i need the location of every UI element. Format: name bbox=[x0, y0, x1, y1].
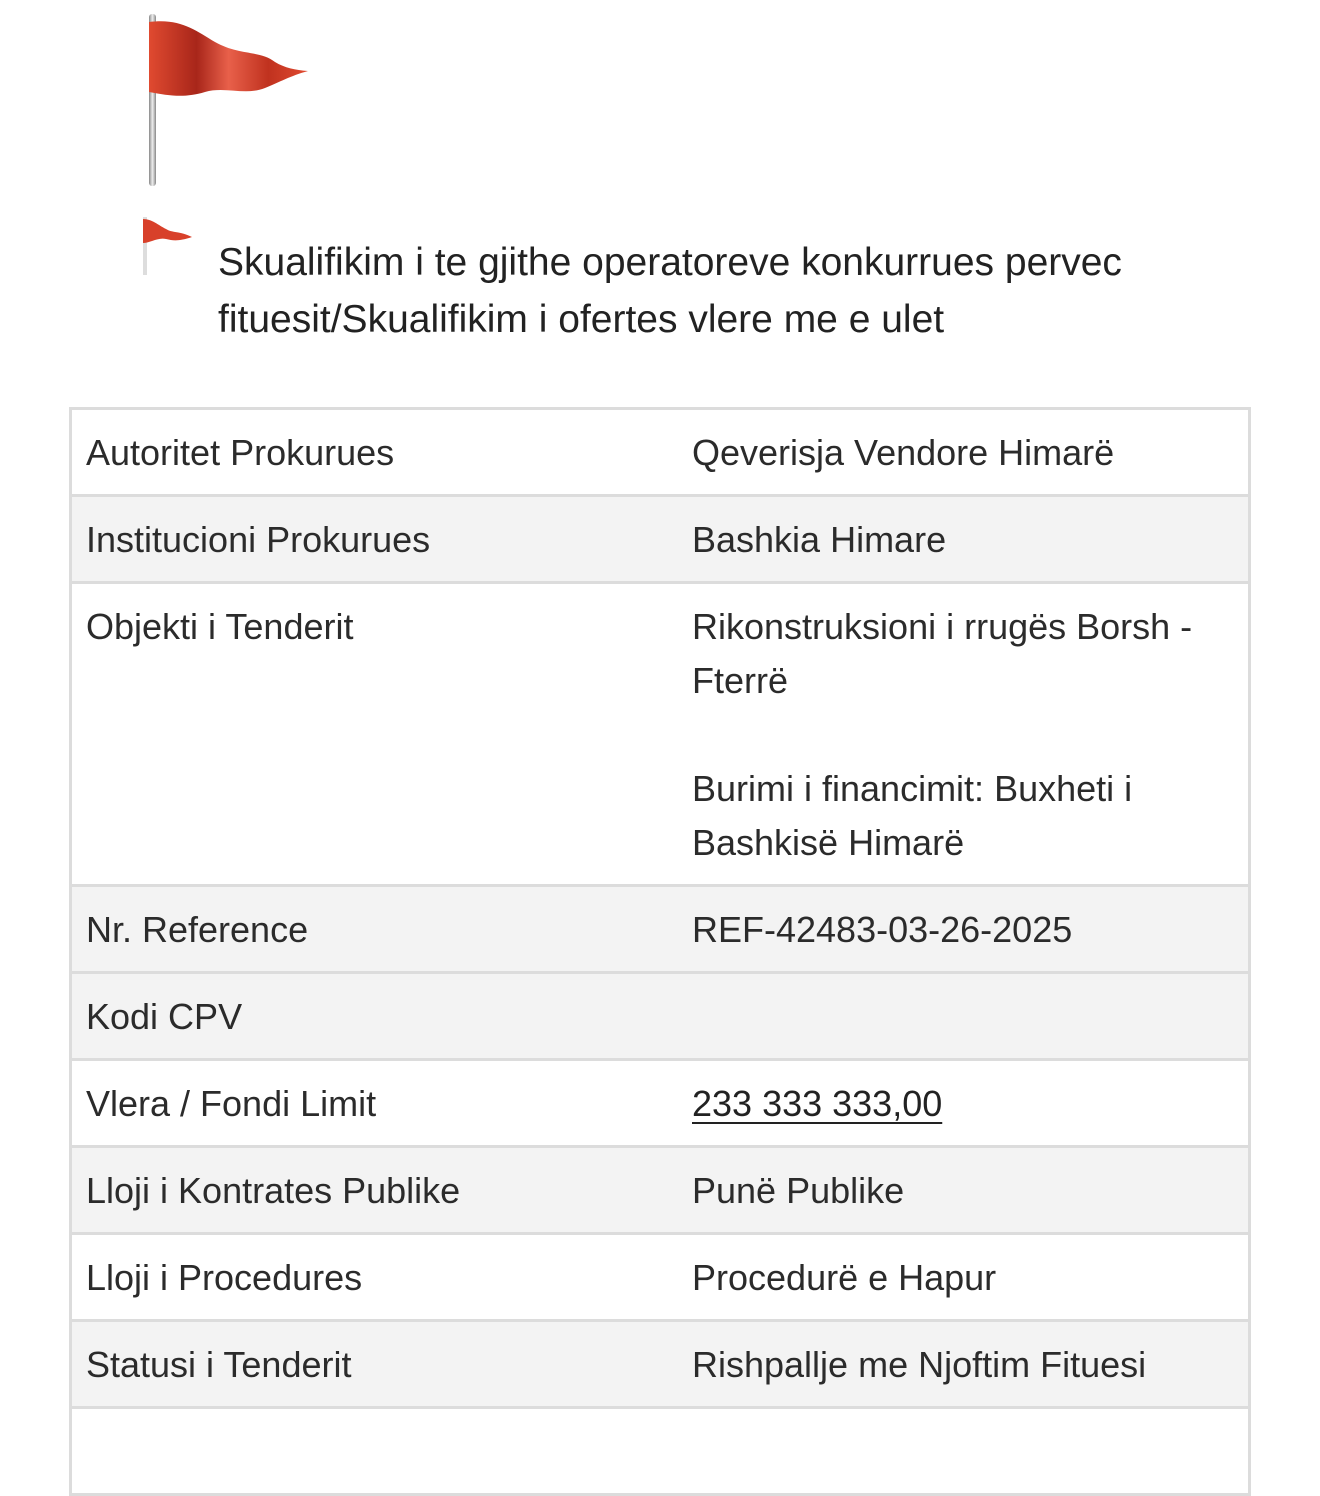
small-red-flag-icon bbox=[140, 215, 200, 277]
tender-details-table bbox=[69, 407, 1251, 1496]
table-row bbox=[71, 1408, 1250, 1495]
row-value: Punë Publike bbox=[660, 1147, 1250, 1234]
table-row bbox=[71, 1147, 1250, 1234]
row-value bbox=[660, 1060, 1250, 1147]
row-label: Statusi i Tenderit bbox=[71, 1321, 661, 1408]
row-label: Lloji i Procedures bbox=[71, 1234, 661, 1321]
row-label: Objekti i Tenderit bbox=[71, 583, 661, 886]
row-label: Vlera / Fondi Limit bbox=[71, 1060, 661, 1147]
row-label: Kodi CPV bbox=[71, 973, 661, 1060]
row-label: Nr. Reference bbox=[71, 886, 661, 973]
table-row bbox=[71, 1060, 1250, 1147]
table-row bbox=[71, 583, 1250, 886]
row-value: Bashkia Himare bbox=[660, 496, 1250, 583]
table-row bbox=[71, 1234, 1250, 1321]
red-flag-icon bbox=[140, 10, 315, 190]
table-row bbox=[71, 886, 1250, 973]
row-value bbox=[660, 583, 1250, 886]
table-row bbox=[71, 409, 1250, 496]
row-value bbox=[660, 973, 1250, 1060]
row-label: Institucioni Prokurues bbox=[71, 496, 661, 583]
table-row bbox=[71, 496, 1250, 583]
row-label: Lloji i Kontrates Publike bbox=[71, 1147, 661, 1234]
funding-source: Burimi i financimit: Buxheti i Bashkisë Himarë bbox=[692, 768, 1133, 863]
row-value: Rishpallje me Njoftim Fituesi bbox=[660, 1321, 1250, 1408]
table-row bbox=[71, 973, 1250, 1060]
table-row bbox=[71, 1321, 1250, 1408]
row-value: Qeverisja Vendore Himarë bbox=[660, 409, 1250, 496]
row-value: REF-42483-03-26-2025 bbox=[660, 886, 1250, 973]
tender-object: Rikonstruksioni i rrugës Borsh - Fterrë bbox=[692, 606, 1193, 701]
fund-limit-link[interactable]: 233 333 333,00 bbox=[692, 1083, 943, 1124]
row-value: Procedurë e Hapur bbox=[660, 1234, 1250, 1321]
headline: Skualifikim i te gjithe operatoreve konkurrues pervec fituesit/Skualifikim i ofertes vlere me e ulet bbox=[218, 241, 1122, 341]
row-label: Autoritet Prokurues bbox=[71, 409, 661, 496]
